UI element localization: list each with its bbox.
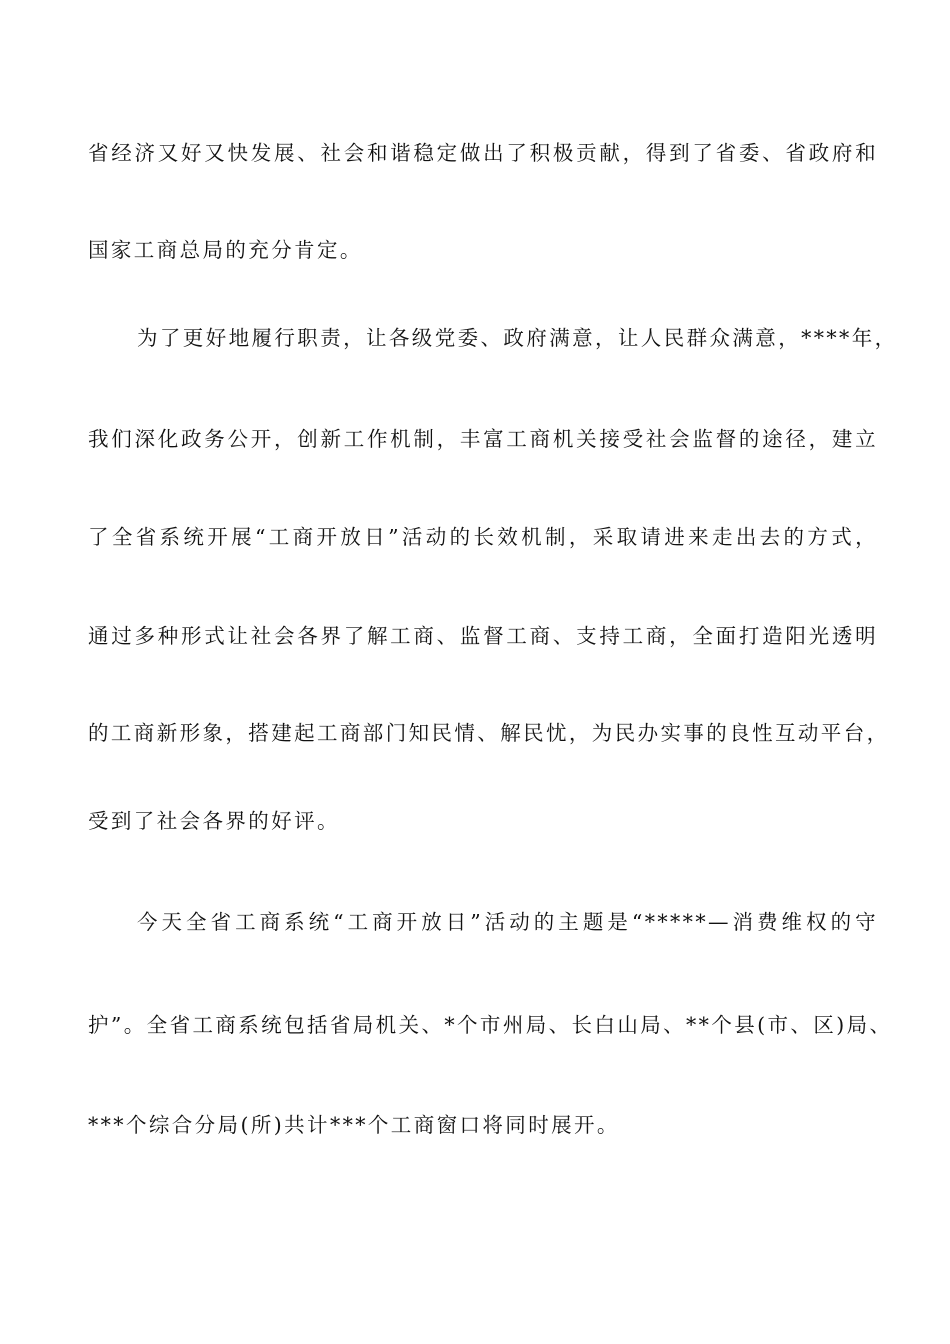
text-line: ***个综合分局(所)共计***个工商窗口将同时展开。: [88, 1113, 620, 1137]
text-line: 通过多种形式让社会各界了解工商、监督工商、支持工商，全面打造阳光透明: [88, 624, 878, 648]
text-line: 了全省系统开展“工商开放日”活动的长效机制，采取请进来走出去的方式，: [88, 525, 878, 549]
text-line: 护”。全省工商系统包括省局机关、*个市州局、长白山局、**个县(市、区)局、: [88, 1013, 893, 1037]
text-line: 国家工商总局的充分肯定。: [88, 238, 363, 262]
text-line: 我们深化政务公开，创新工作机制，丰富工商机关接受社会监督的途径，建立: [88, 427, 878, 451]
text-line: 的工商新形象，搭建起工商部门知民情、解民忧，为民办实事的良性互动平台，: [88, 721, 890, 745]
text-line: 为了更好地履行职责，让各级党委、政府满意，让人民群众满意，****年，: [137, 326, 898, 350]
text-line: 今天全省工商系统“工商开放日”活动的主题是“*****—消费维权的守: [137, 910, 878, 934]
text-line: 省经济又好又快发展、社会和谐稳定做出了积极贡献，得到了省委、省政府和: [88, 141, 878, 165]
text-line: 受到了社会各界的好评。: [88, 809, 340, 833]
